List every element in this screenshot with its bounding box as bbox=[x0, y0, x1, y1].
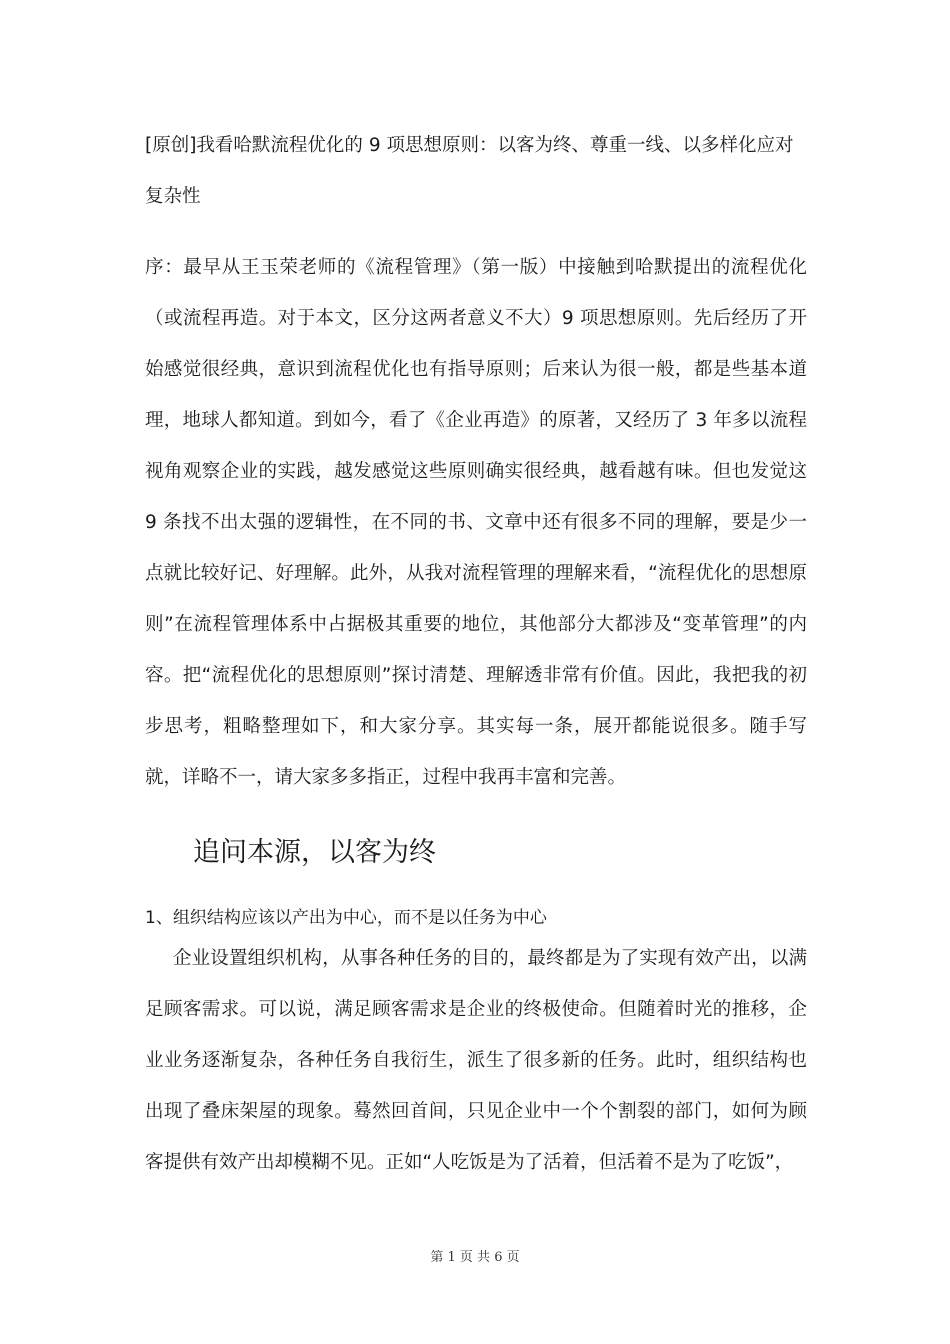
page-footer: 第 1 页 共 6 页 bbox=[430, 1250, 520, 1265]
intro-paragraph: 序：最早从王玉荣老师的《流程管理》（第一版）中接触到哈默提出的流程优化（或流程再造。对于本文，区分这两者意义不大）9 项思想原则。先后经历了开始感觉很经典，意识到流程优化也有指导原则；后来认为很一般，都是些基本道理，地球人都知道。到如今，看了《企业再造》的原著，又经历了 3 年多以流程视角观察企业的实践，越发感觉这些原则确实很经典，越看越有味。但也发觉这 9 条找不出太强的逻辑性，在不同的书、文章中还有很多不同的理解，要是少一点就比较好记、好理解。此外，从我对流程管理的理解来看，“流程优化的思想原则”在流程管理体系中占据极其重要的地位，其他部分大都涉及“变革管理”的内容。把“流程优化的思想原则”探讨清楚、理解透非常有价值。因此，我把我的初步思考，粗略整理如下，和大家分享。其实每一条，展开都能说很多。随手写就，详略不一，请大家多多指正，过程中我再丰富和完善。 bbox=[145, 257, 807, 788]
body-paragraph: 企业设置组织机构，从事各种任务的目的，最终都是为了实现有效产出，以满足顾客需求。可以说，满足顾客需求是企业的终极使命。但随着时光的推移，企业业务逐渐复杂，各种任务自我衍生，派生了很多新的任务。此时，组织结构也出现了叠床架屋的现象。蓦然回首间，只见企业中一个个割裂的部门，如何为顾客提供有效产出却模糊不见。正如“人吃饭是为了活着，但活着不是为了吃饭”， bbox=[145, 948, 807, 1173]
subsection-heading: 1、组织结构应该以产出为中心，而不是以任务为中心 bbox=[145, 908, 547, 928]
document-title: [原创]我看哈默流程优化的 9 项思想原则：以客为终、尊重一线、以多样化应对复杂性 bbox=[145, 135, 794, 207]
document-body bbox=[145, 120, 807, 1188]
section-heading: 追问本源，以客为终 bbox=[193, 837, 436, 868]
